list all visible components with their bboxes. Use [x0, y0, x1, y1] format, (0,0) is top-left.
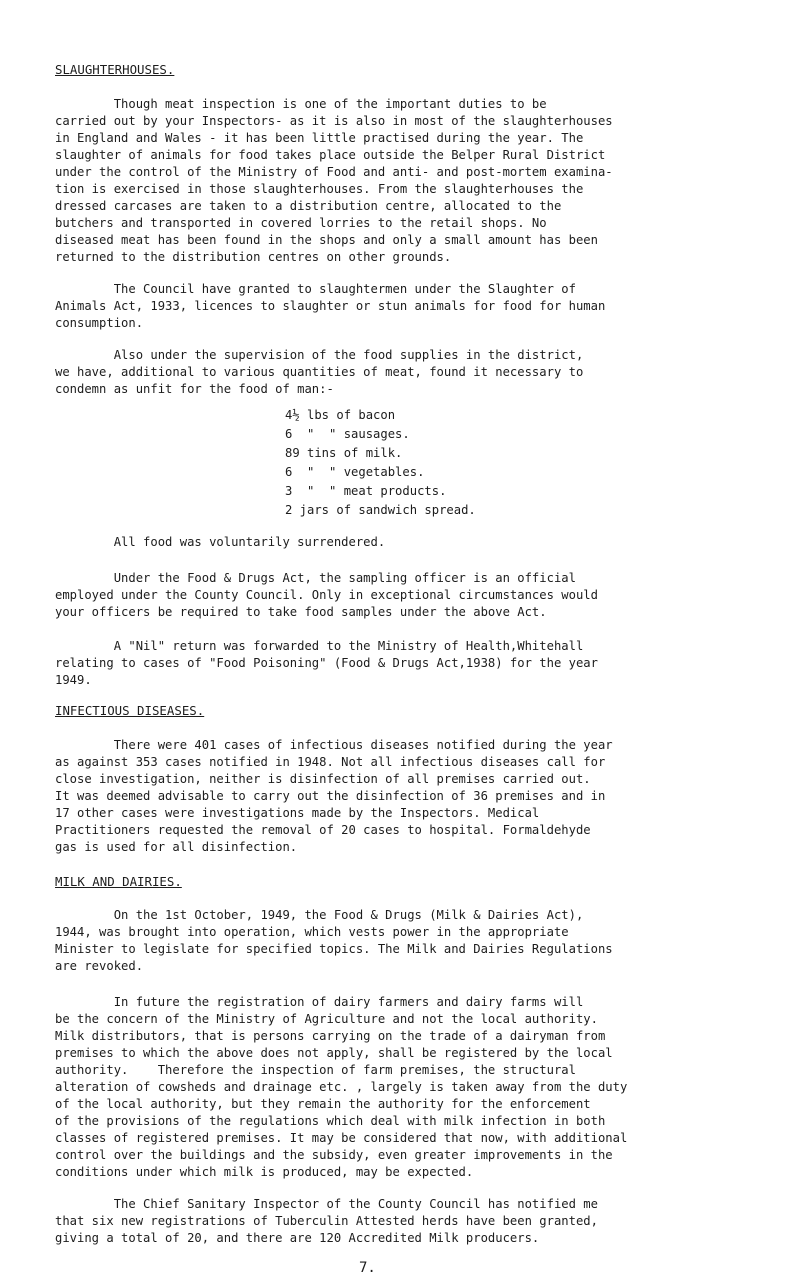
text-line: be the concern of the Ministry of Agriculture and not the local authority. — [55, 1012, 598, 1026]
paragraph-meat-inspection — [55, 96, 787, 266]
text-line: control over the buildings and the subsidy, even greater improvements in the — [55, 1148, 613, 1162]
condemned-food-list — [285, 407, 476, 521]
paragraph-licences — [55, 281, 787, 332]
text-line: premises to which the above does not apply, shall be registered by the local — [55, 1046, 613, 1060]
text-line: returned to the distribution centres on other grounds. — [55, 250, 452, 264]
text-line: that six new registrations of Tuberculin Attested herds have been granted, — [55, 1214, 598, 1228]
text-line: It was deemed advisable to carry out the disinfection of 36 premises and in — [55, 789, 606, 803]
list-item: 6 " " sausages. — [285, 427, 410, 441]
text-line: In future the registration of dairy farmers and dairy farms will — [55, 995, 584, 1009]
paragraph-voluntary-surrender — [55, 534, 787, 551]
text-line: Animals Act, 1933, licences to slaughter or stun animals for food for human — [55, 299, 606, 313]
text-line: are revoked. — [55, 959, 144, 973]
text-line: your officers be required to take food samples under the above Act. — [55, 605, 547, 619]
heading-milk-and-dairies: MILK AND DAIRIES. — [55, 874, 182, 889]
text-line: 1949. — [55, 673, 92, 687]
text-line: Milk distributors, that is persons carrying on the trade of a dairyman from — [55, 1029, 606, 1043]
paragraph-tuberculin-herds — [55, 1196, 787, 1247]
text-line: classes of registered premises. It may be considered that now, with additional — [55, 1131, 628, 1145]
paragraph-milk-act — [55, 907, 787, 975]
text-line: diseased meat has been found in the shops and only a small amount has been — [55, 233, 598, 247]
text-line: The Council have granted to slaughtermen under the Slaughter of — [55, 282, 576, 296]
paragraph-dairy-registration — [55, 994, 787, 1181]
text-line: alteration of cowsheds and drainage etc. , largely is taken away from the duty — [55, 1080, 628, 1094]
text-line: 17 other cases were investigations made by the Inspectors. Medical — [55, 806, 540, 820]
text-line: Minister to legislate for specified topics. The Milk and Dairies Regulations — [55, 942, 613, 956]
text-line: of the local authority, but they remain the authority for the enforcement — [55, 1097, 591, 1111]
text-line: The Chief Sanitary Inspector of the County Council has notified me — [55, 1197, 598, 1211]
text-line: consumption. — [55, 316, 144, 330]
text-line: under the control of the Ministry of Food and anti- and post-mortem examina- — [55, 165, 613, 179]
text-line: slaughter of animals for food takes place outside the Belper Rural District — [55, 148, 606, 162]
list-item: 3 " " meat products. — [285, 484, 447, 498]
text-line: conditions under which milk is produced, may be expected. — [55, 1165, 474, 1179]
text-line: Under the Food & Drugs Act, the sampling officer is an official — [55, 571, 576, 585]
text-line: butchers and transported in covered lorries to the retail shops. No — [55, 216, 547, 230]
text-line: relating to cases of "Food Poisoning" (Food & Drugs Act,1938) for the year — [55, 656, 598, 670]
text-line: Though meat inspection is one of the important duties to be — [55, 97, 547, 111]
text-line: of the provisions of the regulations which deal with milk infection in both — [55, 1114, 606, 1128]
text-line: close investigation, neither is disinfection of all premises carried out. — [55, 772, 591, 786]
list-item: 89 tins of milk. — [285, 446, 403, 460]
text-line: On the 1st October, 1949, the Food & Drugs (Milk & Dairies Act), — [55, 908, 584, 922]
text-line: Practitioners requested the removal of 20 cases to hospital. Formaldehyde — [55, 823, 591, 837]
text-line: employed under the County Council. Only in exceptional circumstances would — [55, 588, 598, 602]
paragraph-sampling-officer — [55, 570, 787, 621]
list-item: 6 " " vegetables. — [285, 465, 425, 479]
text-line: A "Nil" return was forwarded to the Ministry of Health,Whitehall — [55, 639, 584, 653]
heading-infectious-diseases: INFECTIOUS DISEASES. — [55, 703, 205, 718]
text-line: All food was voluntarily surrendered. — [55, 535, 386, 549]
text-line: we have, additional to various quantities of meat, found it necessary to — [55, 365, 584, 379]
text-line: Also under the supervision of the food supplies in the district, — [55, 348, 584, 362]
paragraph-infectious-cases — [55, 737, 787, 856]
text-line: 1944, was brought into operation, which vests power in the appropriate — [55, 925, 569, 939]
text-line: There were 401 cases of infectious diseases notified during the year — [55, 738, 613, 752]
paragraph-food-supervision — [55, 347, 787, 398]
list-item: 4½ lbs of bacon — [285, 408, 396, 422]
text-line: dressed carcases are taken to a distribution centre, allocated to the — [55, 199, 562, 213]
page-number: 7. — [359, 1260, 376, 1276]
text-line: in England and Wales - it has been little practised during the year. The — [55, 131, 584, 145]
text-line: gas is used for all disinfection. — [55, 840, 298, 854]
text-line: condemn as unfit for the food of man:- — [55, 382, 334, 396]
heading-slaughterhouses: SLAUGHTERHOUSES. — [55, 62, 175, 77]
text-line: tion is exercised in those slaughterhouses. From the slaughterhouses the — [55, 182, 584, 196]
paragraph-nil-return — [55, 638, 787, 689]
text-line: carried out by your Inspectors- as it is also in most of the slaughterhouses — [55, 114, 613, 128]
text-line: authority. Therefore the inspection of farm premises, the structural — [55, 1063, 576, 1077]
text-line: giving a total of 20, and there are 120 Accredited Milk producers. — [55, 1231, 540, 1245]
list-item: 2 jars of sandwich spread. — [285, 503, 476, 517]
text-line: as against 353 cases notified in 1948. Not all infectious diseases call for — [55, 755, 606, 769]
